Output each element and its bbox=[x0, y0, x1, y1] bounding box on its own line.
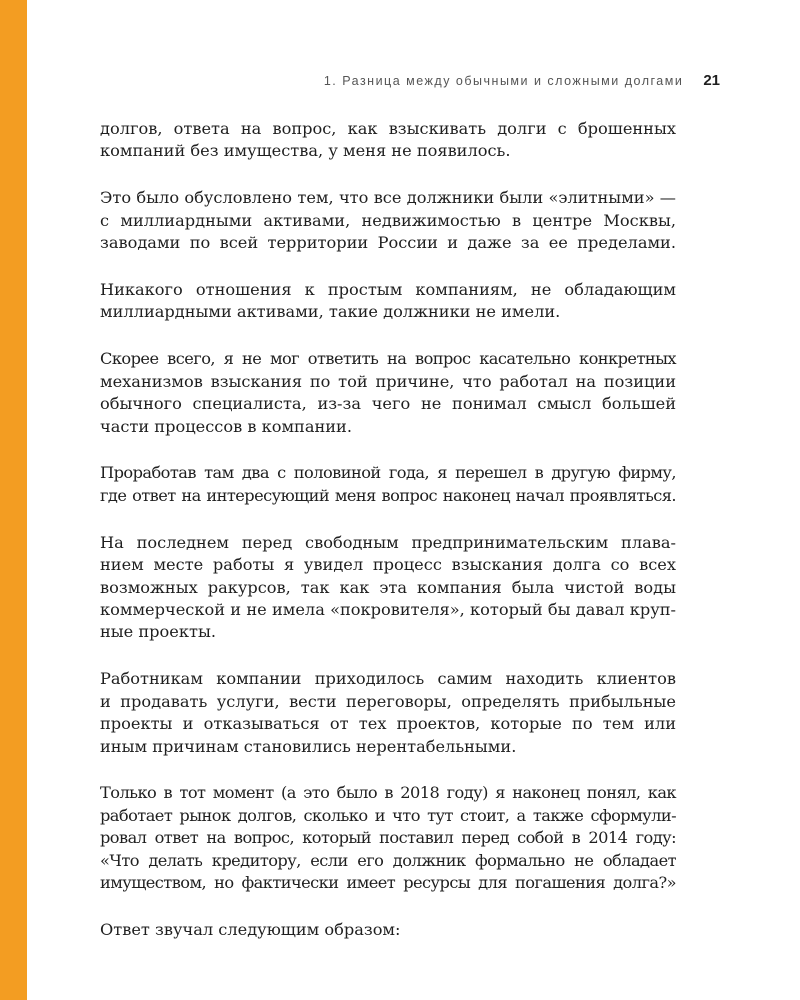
text-line: имуществом, но фактически имеет ресурсы для погашения долга?» bbox=[100, 873, 676, 893]
text-line: части процессов в компании. bbox=[100, 416, 352, 436]
text-line: заводами по всей территории России и даже за ее пределами. bbox=[100, 233, 676, 253]
text-line: с миллиардными активами, недвижимостью в центре Москвы, bbox=[100, 210, 676, 230]
text-line: иным причинам становились нерентабельными. bbox=[100, 736, 517, 756]
paragraph-4 bbox=[100, 348, 676, 438]
text-line: Это было обусловлено тем, что все должники были «элитными» — bbox=[100, 188, 676, 208]
paragraph-2 bbox=[100, 187, 676, 254]
paragraph-9 bbox=[100, 919, 676, 941]
text-line: коммерческой и не имела «покровителя», который бы давал круп- bbox=[100, 600, 676, 619]
body-text bbox=[100, 118, 676, 966]
text-line: ровал ответ на вопрос, который поставил перед собой в 2014 году: bbox=[100, 828, 676, 848]
paragraph-8 bbox=[100, 782, 676, 894]
text-line: долгов, ответа на вопрос, как взыскивать долги с брошенных bbox=[100, 119, 676, 138]
text-line: обычного специалиста, из-за чего не понимал смысл большей bbox=[100, 394, 676, 414]
text-line: возможных ракурсов, так как эта компания была чистой воды bbox=[100, 577, 676, 597]
text-line: миллиардными активами, такие должники не имели. bbox=[100, 302, 561, 322]
paragraph-3 bbox=[100, 279, 676, 324]
side-color-bar bbox=[0, 0, 27, 1000]
text-line: На последнем перед свободным предпринимательским плава- bbox=[100, 532, 676, 552]
text-line: Ответ звучал следующим образом: bbox=[100, 919, 401, 939]
text-line: и продавать услуги, вести переговоры, определять прибыльные bbox=[100, 691, 676, 711]
text-line: Только в тот момент (а это было в 2018 году) я наконец понял, как bbox=[100, 783, 676, 803]
text-line: где ответ на интересующий меня вопрос наконец начал проявляться. bbox=[100, 485, 676, 505]
text-line: ные проекты. bbox=[100, 622, 216, 642]
text-line: работает рынок долгов, сколько и что тут стоит, а также сформули- bbox=[100, 805, 676, 825]
paragraph-7 bbox=[100, 668, 676, 758]
paragraph-5 bbox=[100, 462, 676, 507]
text-line: компаний без имущества, у меня не появилось. bbox=[100, 141, 511, 161]
text-line: «Что делать кредитору, если его должник формально не обладает bbox=[100, 850, 676, 870]
text-line: механизмов взыскания по той причине, что работал на позиции bbox=[100, 371, 676, 391]
text-line: Никакого отношения к простым компаниям, не обладающим bbox=[100, 280, 676, 300]
paragraph-1 bbox=[100, 118, 676, 163]
running-head bbox=[100, 72, 720, 94]
chapter-title: 1. Разница между обычными и сложными долгами bbox=[323, 74, 684, 88]
text-line: Работникам компании приходилось самим находить клиентов bbox=[100, 669, 676, 689]
paragraph-6 bbox=[100, 532, 676, 644]
page-number: 21 bbox=[703, 72, 720, 89]
text-line: Проработав там два с половиной года, я перешел в другую фирму, bbox=[100, 463, 676, 483]
text-line: нием месте работы я увидел процесс взыскания долга со всех bbox=[100, 555, 676, 575]
text-line: проекты и отказываться от тех проектов, которые по тем или bbox=[100, 714, 676, 734]
text-line: Скорее всего, я не мог ответить на вопрос касательно конкретных bbox=[100, 349, 676, 369]
